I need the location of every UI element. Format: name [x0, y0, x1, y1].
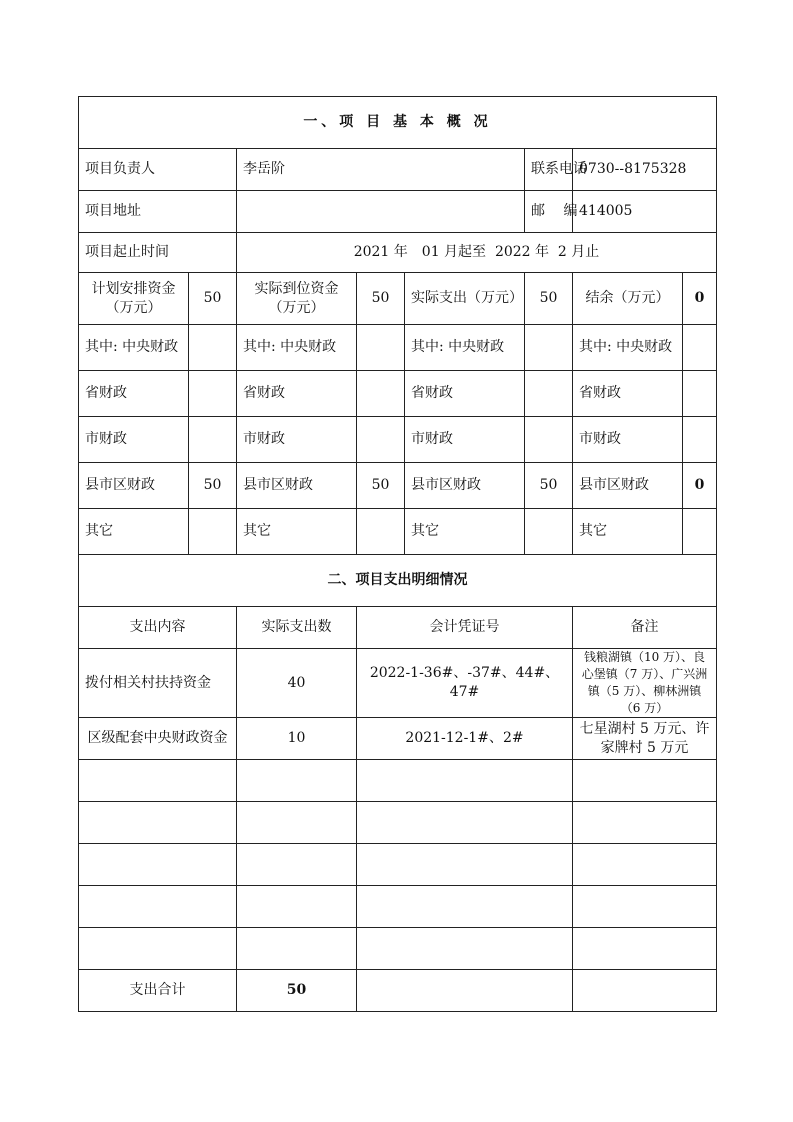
expense-voucher: 2021-12-1#、2# — [357, 718, 573, 760]
empty-expense-row — [79, 802, 717, 844]
fund-source-value — [189, 371, 237, 417]
fund-source-label: 其它 — [573, 509, 683, 555]
fund-source-label: 县市区财政 — [237, 463, 357, 509]
phone-value: 0730--8175328 — [573, 149, 717, 191]
fund-source-label: 其它 — [237, 509, 357, 555]
fund-source-value — [357, 325, 405, 371]
fund-source-label: 其中: 中央财政 — [79, 325, 189, 371]
fund-source-value — [683, 371, 717, 417]
expense-header-amount: 实际支出数 — [237, 607, 357, 649]
fund-source-label: 市财政 — [405, 417, 525, 463]
leader-label: 项目负责人 — [79, 149, 237, 191]
expense-content: 拨付相关村扶持资金 — [79, 649, 237, 718]
postcode-value: 414005 — [573, 191, 717, 233]
project-summary-table — [78, 96, 717, 1012]
fund-source-value — [189, 325, 237, 371]
fund-source-label: 县市区财政 — [405, 463, 525, 509]
actual-spent-label: 实际支出（万元） — [405, 273, 525, 325]
fund-source-value — [683, 325, 717, 371]
fund-source-label: 其它 — [405, 509, 525, 555]
period-label: 项目起止时间 — [79, 233, 237, 273]
fund-source-label: 县市区财政 — [79, 463, 189, 509]
address-label: 项目地址 — [79, 191, 237, 233]
address-value — [237, 191, 525, 233]
expense-note: 七星湖村 5 万元、许家牌村 5 万元 — [573, 718, 717, 760]
fund-source-label: 县市区财政 — [573, 463, 683, 509]
actual-spent-value: 50 — [525, 273, 573, 325]
fund-source-value — [189, 509, 237, 555]
fund-source-value — [189, 417, 237, 463]
planned-funds-value: 50 — [189, 273, 237, 325]
fund-source-value — [525, 509, 573, 555]
expense-note: 钱粮湖镇（10 万）、良心堡镇（7 万）、广兴洲镇（5 万）、柳林洲镇（6 万） — [573, 649, 717, 718]
planned-funds-label: 计划安排资金（万元） — [79, 273, 189, 325]
expense-content: 区级配套中央财政资金 — [79, 718, 237, 760]
empty-expense-row — [79, 886, 717, 928]
fund-source-label: 省财政 — [237, 371, 357, 417]
balance-value: 0 — [683, 273, 717, 325]
fund-source-label: 其中: 中央财政 — [237, 325, 357, 371]
expense-amount: 10 — [237, 718, 357, 760]
fund-source-label: 市财政 — [79, 417, 189, 463]
section2-title: 二、项目支出明细情况 — [79, 555, 717, 607]
section1-title: 一、项 目 基 本 概 况 — [79, 97, 717, 149]
expense-total-value: 50 — [237, 970, 357, 1012]
fund-source-value — [357, 417, 405, 463]
fund-source-label: 其它 — [79, 509, 189, 555]
empty-expense-row — [79, 928, 717, 970]
postcode-label: 邮 编 — [525, 191, 573, 233]
expense-total-label: 支出合计 — [79, 970, 237, 1012]
fund-source-value — [525, 371, 573, 417]
fund-source-value — [357, 509, 405, 555]
phone-label: 联系电话 — [525, 149, 573, 191]
period-value: 2021 年 01 月起至 2022 年 2 月止 — [237, 233, 717, 273]
fund-source-value: 50 — [525, 463, 573, 509]
fund-source-value: 50 — [357, 463, 405, 509]
fund-source-label: 其中: 中央财政 — [405, 325, 525, 371]
fund-source-value — [525, 325, 573, 371]
balance-label: 结余（万元） — [573, 273, 683, 325]
fund-source-value: 50 — [189, 463, 237, 509]
expense-amount: 40 — [237, 649, 357, 718]
fund-source-value: 0 — [683, 463, 717, 509]
fund-source-label: 省财政 — [573, 371, 683, 417]
expense-header-content: 支出内容 — [79, 607, 237, 649]
empty-expense-row — [79, 844, 717, 886]
fund-source-label: 市财政 — [237, 417, 357, 463]
empty-expense-row — [79, 760, 717, 802]
fund-source-label: 其中: 中央财政 — [573, 325, 683, 371]
fund-source-label: 省财政 — [79, 371, 189, 417]
expense-header-voucher: 会计凭证号 — [357, 607, 573, 649]
fund-source-label: 市财政 — [573, 417, 683, 463]
fund-source-value — [683, 417, 717, 463]
fund-source-value — [525, 417, 573, 463]
fund-source-value — [357, 371, 405, 417]
expense-voucher: 2022-1-36#、-37#、44#、47# — [357, 649, 573, 718]
fund-source-label: 省财政 — [405, 371, 525, 417]
leader-value: 李岳阶 — [237, 149, 525, 191]
received-funds-value: 50 — [357, 273, 405, 325]
received-funds-label: 实际到位资金（万元） — [237, 273, 357, 325]
expense-header-note: 备注 — [573, 607, 717, 649]
fund-source-value — [683, 509, 717, 555]
